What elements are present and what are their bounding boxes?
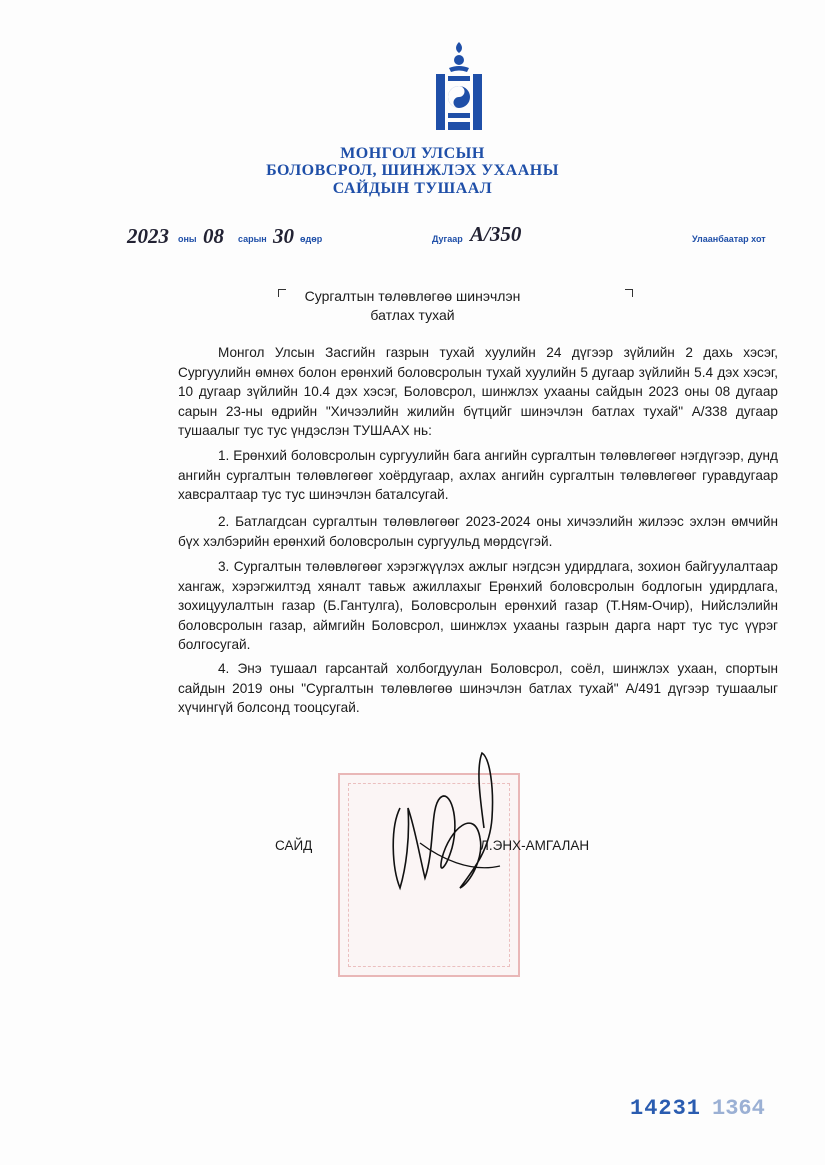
clause-3: 3. Сургалтын төлөвлөгөөг хэрэгжүүлэх ажлыг нэгдсэн удирдлага, зохион байгуулалтаар хангаж, хэрэгжилтэд хяналт тавьж ажиллахыг Ерөнхий боловсролын бодлогын удирдлага, зохицуулалтын газар (Б.Гантулга), Боловсролын ерөнхий газар (Т.Ням-Очир), Нийслэлийн боловсролын газар, аймгийн Боловсрол, шинжлэх ухааны газрын дарга нарт тус тус үүрэг болгосугай.	[178, 559, 778, 652]
header-line-2: БОЛОВСРОЛ, ШИНЖЛЭХ УХААНЫ	[266, 162, 559, 179]
signatory-name: Л.ЭНХ-АМГАЛАН	[480, 838, 590, 853]
preamble-paragraph: Монгол Улсын Засгийн газрын тухай хуулийн 24 дүгээр зүйлийн 2 дахь хэсэг, Сургуулийн өмнөх болон ерөнхий боловсролын тухай хуулийн 5 дугаар зүйлийн 5.4 дэх хэсэг, 10 дугаар зүйлийн 10.4 дэх хэсэг, Боловсрол, шинжлэх ухааны сайдын 2023 оны 08 дугаар сарын 23-ны өдрийн "Хичээлийн жилийн бүтцийг шинэчлэн батлах тухай" А/338 дугаар тушаалыг тус тус үндэслэн ТУШААХ нь:	[178, 345, 778, 438]
header-line-1: МОНГОЛ УЛСЫН	[340, 145, 485, 162]
order-number: А/350	[470, 222, 522, 246]
handwritten-signature	[380, 748, 530, 898]
number-label: Дугаар	[432, 234, 463, 244]
registration-number-secondary: 1364	[712, 1096, 765, 1121]
registration-number: 14231	[630, 1096, 702, 1121]
clause-4: 4. Энэ тушаал гарсантай холбогдуулан Боловсрол, соёл, шинжлэх ухаан, спортын сайдын 2019 оны "Сургалтын төлөвлөгөө шинэчлэн батлах тухай" А/491 дүгээр тушаалыг хүчингүй болсонд тооцсугай.	[178, 661, 778, 715]
month-label: сарын	[238, 234, 267, 244]
clause-1: 1. Ерөнхий боловсролын сургуулийн бага ангийн сургалтын төлөвлөгөөг нэгдүгээр, дунд ангийн сургалтын төлөвлөгөөг хоёрдугаар, ахлах ангийн сургалтын төлөвлөгөөг гуравдугаар хавсралтаар тус тус шинэчлэн баталсугай.	[178, 448, 778, 502]
soyombo-emblem	[432, 40, 486, 132]
clause-2: 2. Батлагдсан сургалтын төлөвлөгөөг 2023-2024 оны хичээлийн жилээс эхлэн өмчийн бүх хэлбэрийн ерөнхий боловсролын сургуульд мөрдсүгэй.	[178, 514, 778, 549]
header-line-3: САЙДЫН ТУШААЛ	[332, 180, 493, 197]
date-day: 30	[273, 224, 294, 248]
date-year: 2023	[127, 224, 169, 248]
year-label: оны	[178, 234, 197, 244]
day-label: өдөр	[300, 234, 323, 244]
city-label: Улаанбаатар хот	[692, 234, 766, 244]
date-month: 08	[203, 224, 224, 248]
signatory-position: САЙД	[275, 838, 313, 853]
document-title-line-2: батлах тухай	[370, 307, 455, 323]
document-title-line-1: Сургалтын төлөвлөгөө шинэчлэн	[304, 288, 521, 304]
